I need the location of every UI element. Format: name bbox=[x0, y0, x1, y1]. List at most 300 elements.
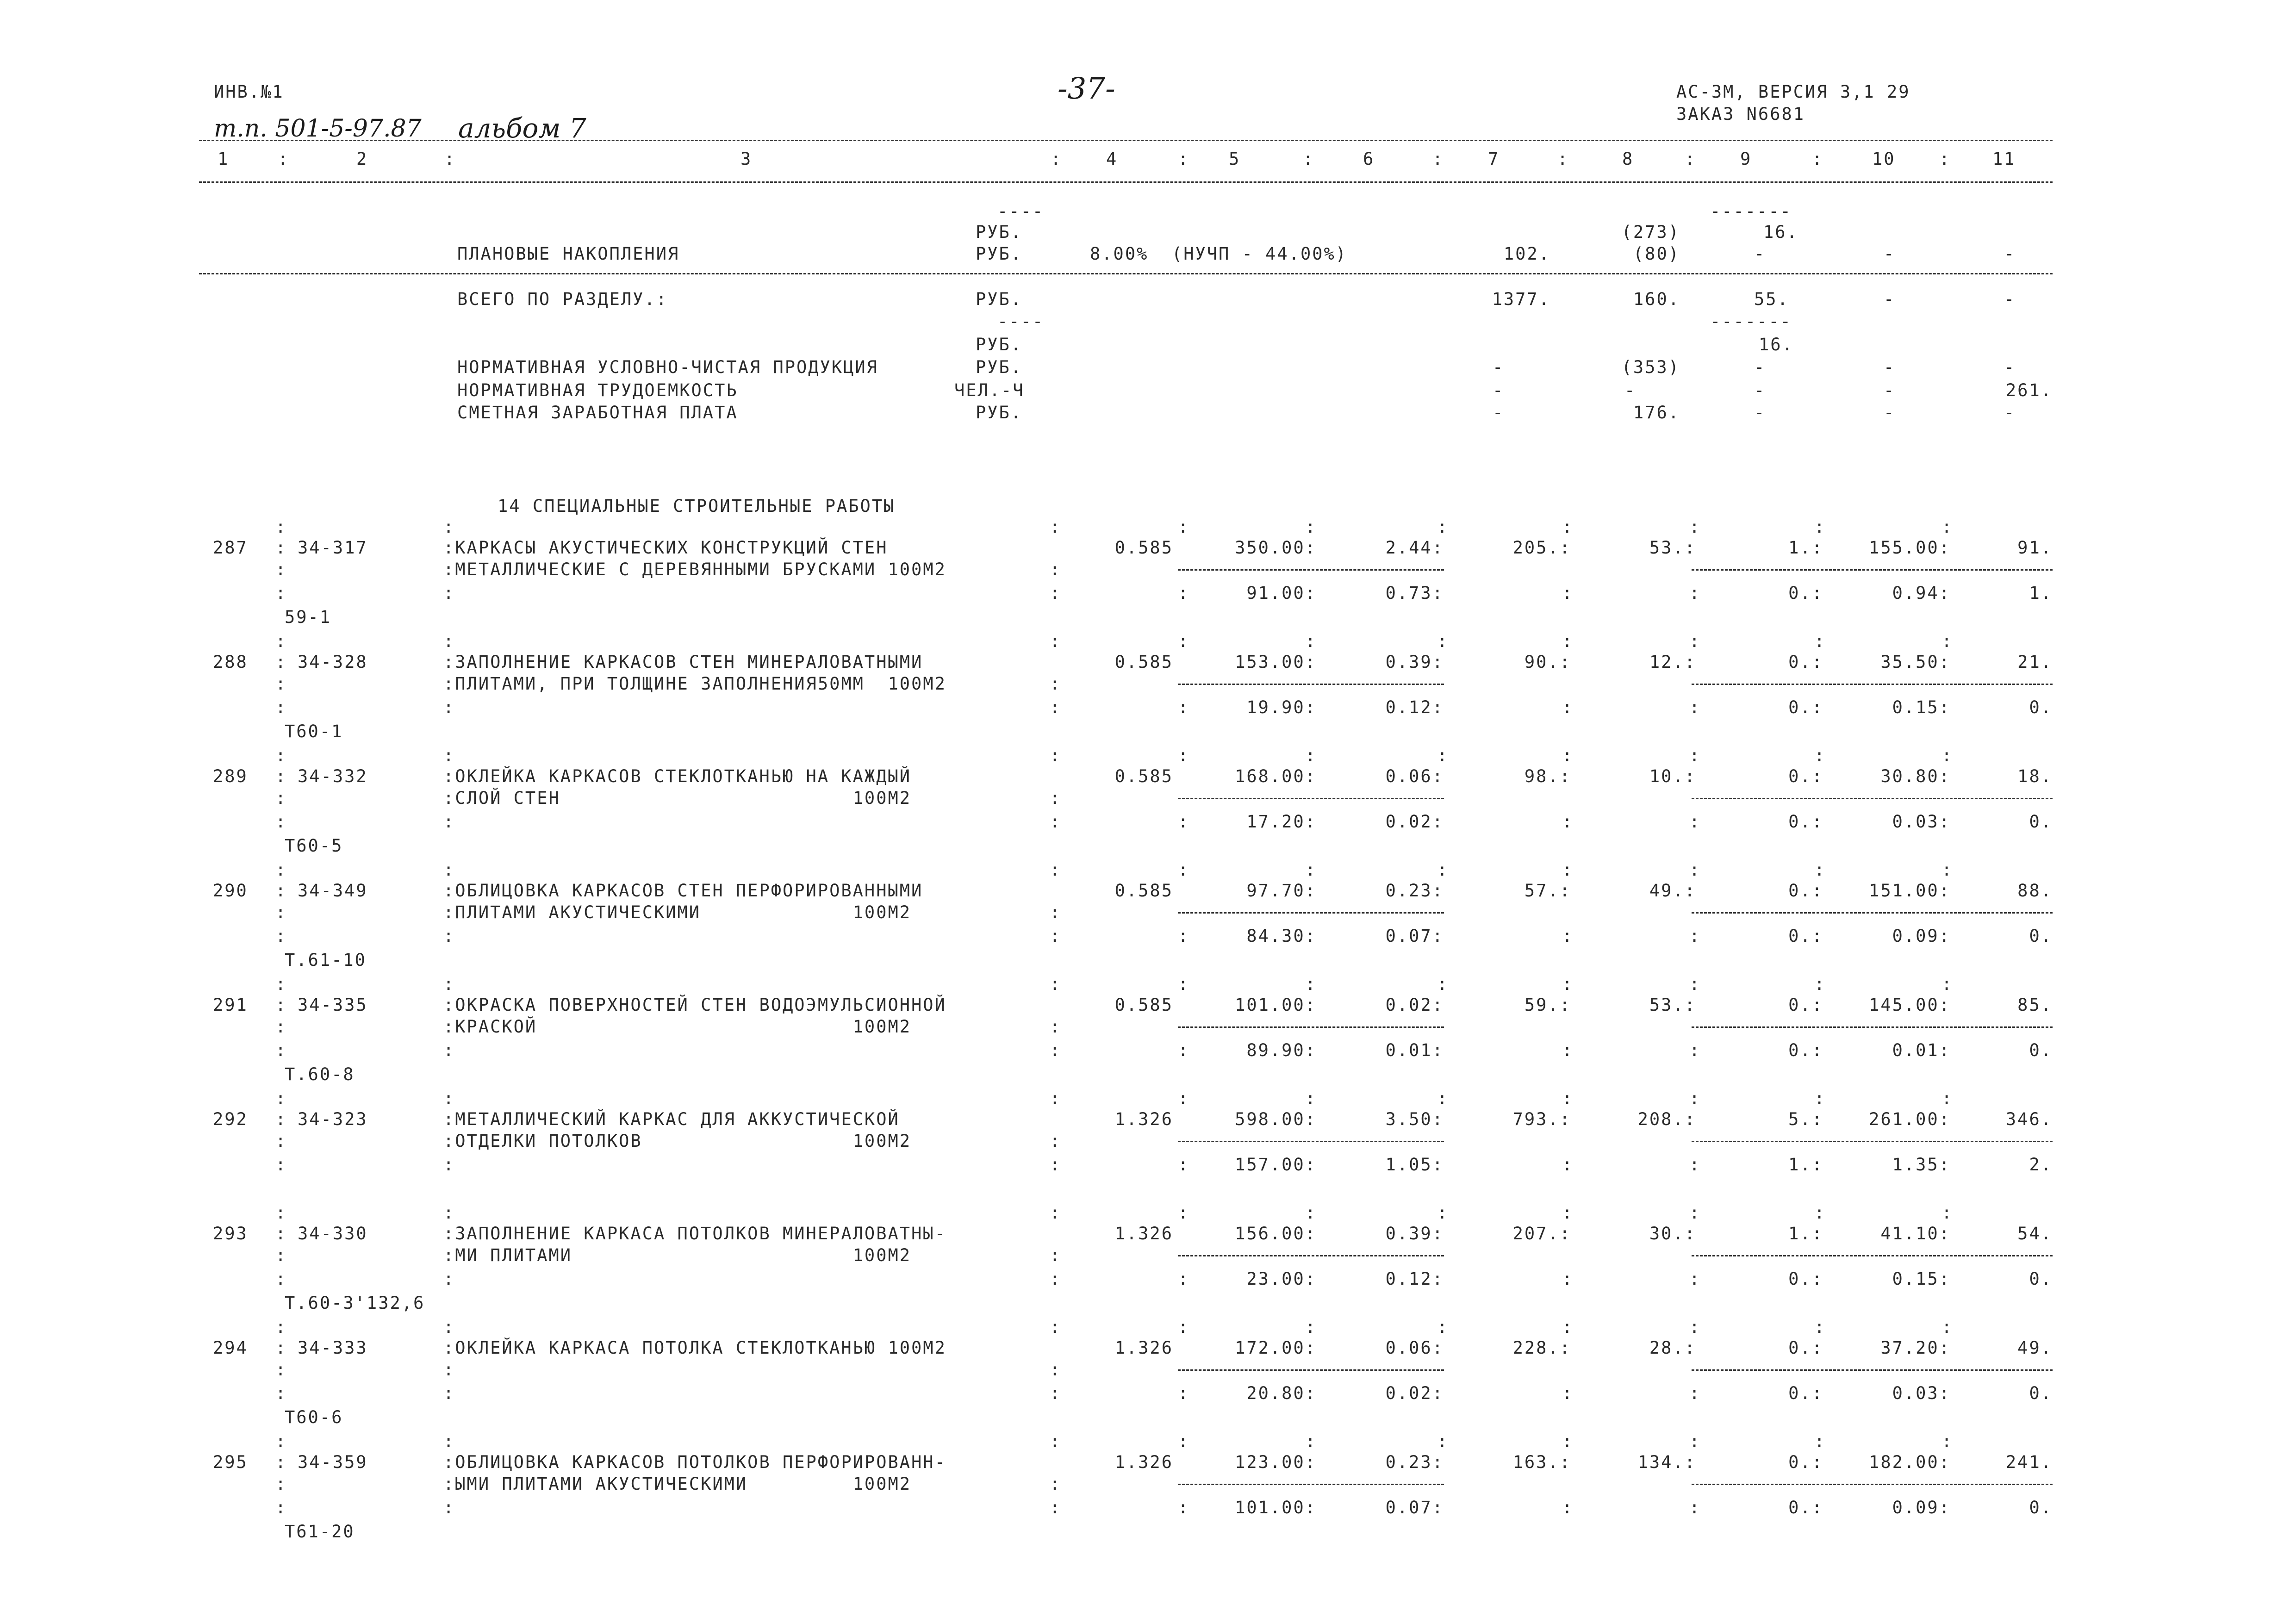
total-cost: 793.: bbox=[1512, 1109, 1571, 1129]
column-separator: : bbox=[1178, 812, 1190, 832]
album-label: альбом 7 bbox=[458, 112, 586, 144]
column-separator: : bbox=[1941, 974, 1954, 994]
column-separator: : bbox=[443, 812, 455, 832]
quantity: 0.585 bbox=[1114, 995, 1173, 1015]
summary-col9: 16. bbox=[1763, 222, 1798, 242]
planned-savings-col11: - bbox=[2004, 244, 2016, 264]
unit-cost: 156.00: bbox=[1235, 1224, 1317, 1244]
column-separator: : bbox=[1178, 1317, 1190, 1337]
unit-labor: 0.02: bbox=[1385, 812, 1444, 832]
column-separator: : bbox=[275, 860, 287, 880]
planned-savings-unit: РУБ. bbox=[976, 244, 1023, 264]
total-wage: 12.: bbox=[1649, 652, 1696, 672]
column-separator: : bbox=[1562, 746, 1574, 765]
column-separator: : bbox=[443, 860, 455, 880]
work-description: :ЗАПОЛНЕНИЕ КАРКАСА ПОТОЛКОВ МИНЕРАЛОВАТНЫ- bbox=[443, 1224, 946, 1244]
column-separator: : bbox=[1437, 1317, 1449, 1337]
labor-total: 88. bbox=[2017, 881, 2053, 901]
column-separator: : bbox=[1305, 746, 1317, 765]
column-separator: : bbox=[1178, 860, 1190, 880]
labor-total: 85. bbox=[2017, 995, 2053, 1015]
column-separator: : bbox=[1689, 812, 1701, 832]
dash-mark: ---- bbox=[997, 201, 1045, 221]
column-separator: : bbox=[1689, 974, 1701, 994]
column-separator: : bbox=[1050, 1360, 1062, 1380]
column-separator: : bbox=[1050, 1317, 1062, 1337]
column-separator: : bbox=[1941, 1203, 1954, 1223]
conditional-net-product-col11: - bbox=[2004, 357, 2016, 377]
column-separator: : bbox=[1814, 860, 1826, 880]
quantity: 0.585 bbox=[1114, 652, 1173, 672]
unit-wage: 2.44: bbox=[1385, 538, 1444, 558]
work-description: :КАРКАСЫ АКУСТИЧЕСКИХ КОНСТРУКЦИЙ СТЕН bbox=[443, 538, 888, 558]
work-description: :ОКЛЕЙКА КАРКАСОВ СТЕКЛОТКАНЬЮ НА КАЖДЫЙ bbox=[443, 766, 912, 786]
norm-code: 34-335 bbox=[298, 995, 368, 1015]
column-separator: : bbox=[1812, 149, 1824, 169]
unit-labor: 0.01: bbox=[1385, 1040, 1444, 1060]
column-separator: : bbox=[1689, 1317, 1701, 1337]
column-separator: : bbox=[275, 1109, 287, 1129]
column-separator: : bbox=[275, 746, 287, 765]
column-separator: : bbox=[1941, 860, 1954, 880]
column-separator: : bbox=[443, 1317, 455, 1337]
estimated-wages-col8: 176. bbox=[1633, 403, 1680, 423]
column-separator: : bbox=[1562, 926, 1574, 946]
column-separator: : bbox=[443, 1269, 455, 1289]
unit-wage: 0.06: bbox=[1385, 766, 1444, 786]
sub-rule bbox=[1692, 684, 2053, 685]
project-number: т.п. 501-5-97.87 bbox=[214, 115, 422, 143]
program-version: АС-3М, ВЕРСИЯ 3,1 29 bbox=[1676, 82, 1910, 102]
machine-wage: 0.: bbox=[1788, 812, 1823, 832]
work-description: :ОКРАСКА ПОВЕРХНОСТЕЙ СТЕН ВОДОЭМУЛЬСИОННОЙ bbox=[443, 995, 946, 1015]
column-separator: : bbox=[443, 1203, 455, 1223]
labor-total: 49. bbox=[2017, 1338, 2053, 1358]
column-separator: : bbox=[1814, 746, 1826, 765]
norm-code: 34-317 bbox=[298, 538, 368, 558]
labor-intensity-label: НОРМАТИВНАЯ ТРУДОЕМКОСТЬ bbox=[457, 380, 738, 400]
column-separator: : bbox=[1305, 860, 1317, 880]
machine-wage: 0.: bbox=[1788, 1498, 1823, 1517]
column-separator: : bbox=[275, 766, 287, 786]
item-number: 290 bbox=[213, 881, 248, 901]
column-separator: : bbox=[1562, 1203, 1574, 1223]
column-number: 11 bbox=[1992, 149, 2016, 169]
column-separator: : bbox=[1050, 1040, 1062, 1060]
column-separator: : bbox=[1689, 583, 1701, 603]
quantity: 0.585 bbox=[1114, 538, 1173, 558]
column-separator: : bbox=[1437, 974, 1449, 994]
column-separator: : bbox=[1178, 1088, 1190, 1108]
column-separator: : bbox=[275, 1269, 287, 1289]
column-separator: : bbox=[1178, 1040, 1190, 1060]
column-separator: : bbox=[275, 1245, 287, 1265]
labor-machine: 0.15: bbox=[1892, 1269, 1951, 1289]
machine-cost: 1.: bbox=[1788, 1224, 1823, 1244]
column-number: 4 bbox=[1106, 149, 1118, 169]
labor-total: 91. bbox=[2017, 538, 2053, 558]
unit-labor: 0.12: bbox=[1385, 1269, 1444, 1289]
sub-rule bbox=[1178, 798, 1444, 799]
estimated-wages-col9: - bbox=[1754, 403, 1766, 423]
unit-labor: 0.07: bbox=[1385, 1498, 1444, 1517]
column-separator: : bbox=[275, 674, 287, 694]
column-separator: : bbox=[1432, 149, 1444, 169]
work-description: :МЕТАЛЛИЧЕСКИЙ КАРКАС ДЛЯ АККУСТИЧЕСКОЙ bbox=[443, 1109, 900, 1129]
planned-savings-col8: (80) bbox=[1633, 244, 1680, 264]
section-total-col9: 55. bbox=[1754, 289, 1789, 309]
column-number: 7 bbox=[1488, 149, 1500, 169]
column-separator: : bbox=[275, 560, 287, 579]
total-wage: 49.: bbox=[1649, 881, 1696, 901]
unit-wage: 0.39: bbox=[1385, 652, 1444, 672]
total-cost: 98.: bbox=[1524, 766, 1571, 786]
estimated-wages-col11: - bbox=[2004, 403, 2016, 423]
column-separator: : bbox=[1050, 517, 1062, 537]
norm-code: 34-330 bbox=[298, 1224, 368, 1244]
column-separator: : bbox=[1050, 926, 1062, 946]
planned-savings-col7: 102. bbox=[1503, 244, 1550, 264]
sub-rule bbox=[1178, 569, 1444, 571]
column-separator: : bbox=[1437, 517, 1449, 537]
column-separator: : bbox=[275, 1155, 287, 1175]
column-number: 5 bbox=[1229, 149, 1241, 169]
section-total-col7: 1377. bbox=[1492, 289, 1550, 309]
conditional-net-product-label: НОРМАТИВНАЯ УСЛОВНО-ЧИСТАЯ ПРОДУКЦИЯ bbox=[457, 357, 878, 377]
unit-cost: 350.00: bbox=[1235, 538, 1317, 558]
total-wage: 10.: bbox=[1649, 766, 1696, 786]
unit-labor: 0.02: bbox=[1385, 1383, 1444, 1403]
price-reference: Т61-20 bbox=[285, 1522, 355, 1542]
work-description: :ЗАПОЛНЕНИЕ КАРКАСОВ СТЕН МИНЕРАЛОВАТНЫМИ bbox=[443, 652, 923, 672]
column-separator: : bbox=[1814, 974, 1826, 994]
column-separator: : bbox=[1562, 631, 1574, 651]
machine-cost: 0.: bbox=[1788, 1338, 1823, 1358]
dash-mark: ------- bbox=[1710, 311, 1792, 331]
labor-total: 21. bbox=[2017, 652, 2053, 672]
labor-per-unit: 41.10: bbox=[1880, 1224, 1951, 1244]
norm-code: 34-333 bbox=[298, 1338, 368, 1358]
norm-code: 34-349 bbox=[298, 881, 368, 901]
unit-rub: РУБ. bbox=[976, 222, 1023, 242]
unit-cost-wage: 157.00: bbox=[1235, 1155, 1317, 1175]
column-separator: : bbox=[1689, 1155, 1701, 1175]
column-number: 2 bbox=[356, 149, 368, 169]
machine-wage: 0.: bbox=[1788, 1383, 1823, 1403]
column-separator: : bbox=[1562, 1155, 1574, 1175]
column-separator: : bbox=[1941, 631, 1954, 651]
column-separator: : bbox=[1814, 1431, 1826, 1451]
column-separator: : bbox=[1050, 860, 1062, 880]
planned-savings-col10: - bbox=[1884, 244, 1896, 264]
work-description: :КРАСКОЙ 100М2 bbox=[443, 1017, 912, 1037]
labor-machine-total: 1. bbox=[2029, 583, 2053, 603]
section-total-col8: 160. bbox=[1633, 289, 1680, 309]
machine-cost: 0.: bbox=[1788, 652, 1823, 672]
price-reference: Т.60-8 bbox=[285, 1064, 355, 1084]
unit-cost-wage: 89.90: bbox=[1246, 1040, 1317, 1060]
unit-labor: 1.05: bbox=[1385, 1155, 1444, 1175]
column-separator: : bbox=[275, 1498, 287, 1517]
column-separator: : bbox=[1562, 697, 1574, 717]
labor-machine: 0.03: bbox=[1892, 812, 1951, 832]
labor-machine-total: 0. bbox=[2029, 812, 2053, 832]
machine-cost: 0.: bbox=[1788, 766, 1823, 786]
column-separator: : bbox=[443, 697, 455, 717]
section-total-rule bbox=[199, 273, 2053, 274]
column-separator: : bbox=[1050, 560, 1062, 579]
column-separator: : bbox=[1050, 1383, 1062, 1403]
quantity: 0.585 bbox=[1114, 881, 1173, 901]
labor-intensity-col8: - bbox=[1624, 380, 1636, 400]
estimated-wages-col10: - bbox=[1884, 403, 1896, 423]
column-separator: : bbox=[1941, 517, 1954, 537]
column-separator: : bbox=[275, 926, 287, 946]
column-separator: : bbox=[1050, 1269, 1062, 1289]
column-separator: : bbox=[1814, 1317, 1826, 1337]
labor-total: 54. bbox=[2017, 1224, 2053, 1244]
column-separator: : bbox=[1562, 1088, 1574, 1108]
unit-cost: 153.00: bbox=[1235, 652, 1317, 672]
column-separator: : bbox=[275, 1088, 287, 1108]
column-separator: : bbox=[1562, 1383, 1574, 1403]
column-separator: : bbox=[1050, 788, 1062, 808]
column-separator: : bbox=[1303, 149, 1315, 169]
column-separator: : bbox=[1305, 1431, 1317, 1451]
unit-cost-wage: 17.20: bbox=[1246, 812, 1317, 832]
unit-wage: 0.23: bbox=[1385, 1452, 1444, 1472]
labor-machine-total: 0. bbox=[2029, 697, 2053, 717]
machine-wage: 0.: bbox=[1788, 583, 1823, 603]
labor-machine: 0.15: bbox=[1892, 697, 1951, 717]
sub-rule bbox=[1178, 684, 1444, 685]
column-separator: : bbox=[1562, 1431, 1574, 1451]
unit-cost-wage: 19.90: bbox=[1246, 697, 1317, 717]
labor-machine-total: 0. bbox=[2029, 926, 2053, 946]
unit-cost-wage: 91.00: bbox=[1246, 583, 1317, 603]
sub-rule bbox=[1692, 912, 2053, 914]
sub-rule bbox=[1178, 1141, 1444, 1142]
sub-rule bbox=[1692, 1026, 2053, 1028]
column-separator: : bbox=[275, 995, 287, 1015]
column-separator: : bbox=[1562, 1269, 1574, 1289]
column-separator: : bbox=[275, 902, 287, 922]
section-total-unit: РУБ. bbox=[976, 289, 1023, 309]
total-cost: 205.: bbox=[1512, 538, 1571, 558]
column-separator: : bbox=[1814, 517, 1826, 537]
price-reference: Т60-1 bbox=[285, 721, 343, 741]
sub-rule bbox=[1692, 1369, 2053, 1371]
labor-machine-total: 0. bbox=[2029, 1383, 2053, 1403]
summary-col9: 16. bbox=[1759, 335, 1794, 354]
work-description: :ОТДЕЛКИ ПОТОЛКОВ 100М2 bbox=[443, 1131, 912, 1151]
summary-col8: (273) bbox=[1621, 222, 1680, 242]
column-separator: : bbox=[1178, 1431, 1190, 1451]
column-separator: : bbox=[1689, 697, 1701, 717]
planned-savings-label: ПЛАНОВЫЕ НАКОПЛЕНИЯ bbox=[457, 244, 680, 264]
column-separator: : bbox=[275, 1474, 287, 1494]
unit-wage: 3.50: bbox=[1385, 1109, 1444, 1129]
column-separator: : bbox=[1050, 697, 1062, 717]
machine-wage: 1.: bbox=[1788, 1155, 1823, 1175]
column-separator: : bbox=[1050, 902, 1062, 922]
column-number: 8 bbox=[1622, 149, 1634, 169]
column-separator: : bbox=[275, 1383, 287, 1403]
column-separator: : bbox=[1939, 149, 1951, 169]
unit-wage: 0.23: bbox=[1385, 881, 1444, 901]
column-separator: : bbox=[1178, 1383, 1190, 1403]
sub-rule bbox=[1178, 1026, 1444, 1028]
column-separator: : bbox=[1178, 1155, 1190, 1175]
column-separator: : bbox=[1050, 812, 1062, 832]
page-number: -37- bbox=[1058, 72, 1115, 106]
inventory-number: ИНВ.№1 bbox=[214, 82, 284, 102]
unit-cost-wage: 20.80: bbox=[1246, 1383, 1317, 1403]
labor-per-unit: 145.00: bbox=[1869, 995, 1951, 1015]
column-separator: : bbox=[1305, 1317, 1317, 1337]
total-wage: 53.: bbox=[1649, 538, 1696, 558]
machine-cost: 0.: bbox=[1788, 995, 1823, 1015]
labor-per-unit: 30.80: bbox=[1880, 766, 1951, 786]
conditional-net-product-col7: - bbox=[1493, 357, 1505, 377]
column-separator: : bbox=[1178, 149, 1190, 169]
column-separator: : bbox=[1562, 974, 1574, 994]
column-separator: : bbox=[275, 1452, 287, 1472]
column-separator: : bbox=[1050, 1017, 1062, 1037]
machine-cost: 0.: bbox=[1788, 881, 1823, 901]
price-reference: Т.60-3'132,6 bbox=[285, 1293, 425, 1313]
labor-machine-total: 2. bbox=[2029, 1155, 2053, 1175]
column-separator: : bbox=[275, 1203, 287, 1223]
sub-rule bbox=[1692, 1141, 2053, 1142]
column-separator: : bbox=[1562, 517, 1574, 537]
conditional-net-product-col10: - bbox=[1884, 357, 1896, 377]
column-separator: : bbox=[275, 517, 287, 537]
unit-wage: 0.06: bbox=[1385, 1338, 1444, 1358]
column-separator: : bbox=[1557, 149, 1569, 169]
labor-machine: 1.35: bbox=[1892, 1155, 1951, 1175]
column-separator: : bbox=[1814, 631, 1826, 651]
work-description: :МЕТАЛЛИЧЕСКИЕ С ДЕРЕВЯННЫМИ БРУСКАМИ 100М2 bbox=[443, 560, 946, 579]
column-separator: : bbox=[1178, 583, 1190, 603]
unit-cost-wage: 101.00: bbox=[1235, 1498, 1317, 1517]
labor-per-unit: 35.50: bbox=[1880, 652, 1951, 672]
column-separator: : bbox=[1689, 1203, 1701, 1223]
column-separator: : bbox=[275, 1017, 287, 1037]
price-reference: Т.61-10 bbox=[285, 950, 367, 970]
column-separator: : bbox=[443, 926, 455, 946]
column-separator: : bbox=[443, 746, 455, 765]
unit-cost: 168.00: bbox=[1235, 766, 1317, 786]
labor-machine: 0.01: bbox=[1892, 1040, 1951, 1060]
unit-cost: 172.00: bbox=[1235, 1338, 1317, 1358]
machine-cost: 1.: bbox=[1788, 538, 1823, 558]
labor-total: 346. bbox=[2005, 1109, 2053, 1129]
column-separator: : bbox=[1689, 1498, 1701, 1517]
column-separator: : bbox=[1050, 631, 1062, 651]
item-number: 292 bbox=[213, 1109, 248, 1129]
machine-wage: 0.: bbox=[1788, 1269, 1823, 1289]
section-total-label: ВСЕГО ПО РАЗДЕЛУ.: bbox=[457, 289, 668, 309]
column-separator: : bbox=[1050, 1131, 1062, 1151]
work-description: : bbox=[443, 1360, 455, 1380]
total-cost: 90.: bbox=[1524, 652, 1571, 672]
column-separator: : bbox=[1814, 1203, 1826, 1223]
labor-machine-total: 0. bbox=[2029, 1040, 2053, 1060]
work-description: :ОБЛИЦОВКА КАРКАСОВ СТЕН ПЕРФОРИРОВАННЫМИ bbox=[443, 881, 923, 901]
column-number: 6 bbox=[1363, 149, 1375, 169]
machine-wage: 0.: bbox=[1788, 1040, 1823, 1060]
column-separator: : bbox=[1562, 812, 1574, 832]
column-separator: : bbox=[1050, 583, 1062, 603]
column-separator: : bbox=[1562, 583, 1574, 603]
column-separator: : bbox=[275, 1338, 287, 1358]
column-separator: : bbox=[1941, 1317, 1954, 1337]
column-separator: : bbox=[1941, 1431, 1954, 1451]
column-number: 1 bbox=[218, 149, 230, 169]
column-separator: : bbox=[1689, 1040, 1701, 1060]
section-total-col11: - bbox=[2004, 289, 2016, 309]
column-separator: : bbox=[1050, 1155, 1062, 1175]
unit-labor: 0.07: bbox=[1385, 926, 1444, 946]
total-wage: 53.: bbox=[1649, 995, 1696, 1015]
column-separator: : bbox=[1689, 631, 1701, 651]
conditional-net-product-col8: (353) bbox=[1621, 357, 1680, 377]
price-reference: 59-1 bbox=[285, 607, 332, 627]
column-separator: : bbox=[1562, 860, 1574, 880]
column-separator: : bbox=[1050, 974, 1062, 994]
labor-intensity-col7: - bbox=[1493, 380, 1505, 400]
work-description: :СЛОЙ СТЕН 100М2 bbox=[443, 788, 912, 808]
labor-machine: 0.09: bbox=[1892, 1498, 1951, 1517]
labor-machine-total: 0. bbox=[2029, 1269, 2053, 1289]
labor-total: 241. bbox=[2005, 1452, 2053, 1472]
column-separator: : bbox=[1050, 1245, 1062, 1265]
column-separator: : bbox=[278, 149, 290, 169]
total-cost: 228.: bbox=[1512, 1338, 1571, 1358]
column-separator: : bbox=[443, 1155, 455, 1175]
quantity: 1.326 bbox=[1114, 1224, 1173, 1244]
column-separator: : bbox=[1178, 974, 1190, 994]
column-separator: : bbox=[275, 1431, 287, 1451]
item-number: 289 bbox=[213, 766, 248, 786]
column-separator: : bbox=[275, 538, 287, 558]
column-separator: : bbox=[1689, 1088, 1701, 1108]
labor-per-unit: 37.20: bbox=[1880, 1338, 1951, 1358]
item-number: 295 bbox=[213, 1452, 248, 1472]
column-separator: : bbox=[275, 583, 287, 603]
work-description: :ПЛИТАМИ, ПРИ ТОЛЩИНЕ ЗАПОЛНЕНИЯ50ММ 100М2 bbox=[443, 674, 946, 694]
norm-code: 34-332 bbox=[298, 766, 368, 786]
column-separator: : bbox=[443, 1040, 455, 1060]
column-separator: : bbox=[1305, 631, 1317, 651]
column-separator: : bbox=[1562, 1040, 1574, 1060]
total-wage: 134.: bbox=[1637, 1452, 1696, 1472]
labor-intensity-unit: ЧЕЛ.-Ч bbox=[954, 380, 1025, 400]
work-description: :ОБЛИЦОВКА КАРКАСОВ ПОТОЛКОВ ПЕРФОРИРОВАНН- bbox=[443, 1452, 946, 1472]
column-separator: : bbox=[1305, 1203, 1317, 1223]
norm-code: 34-359 bbox=[298, 1452, 368, 1472]
sub-rule bbox=[1692, 569, 2053, 571]
column-number: 10 bbox=[1872, 149, 1896, 169]
planned-savings-col9: - bbox=[1754, 244, 1766, 264]
column-separator: : bbox=[275, 697, 287, 717]
column-separator: : bbox=[443, 1383, 455, 1403]
dash-mark: ---- bbox=[997, 311, 1045, 331]
unit-cost: 97.70: bbox=[1246, 881, 1317, 901]
column-separator: : bbox=[1437, 1203, 1449, 1223]
column-separator: : bbox=[1689, 746, 1701, 765]
